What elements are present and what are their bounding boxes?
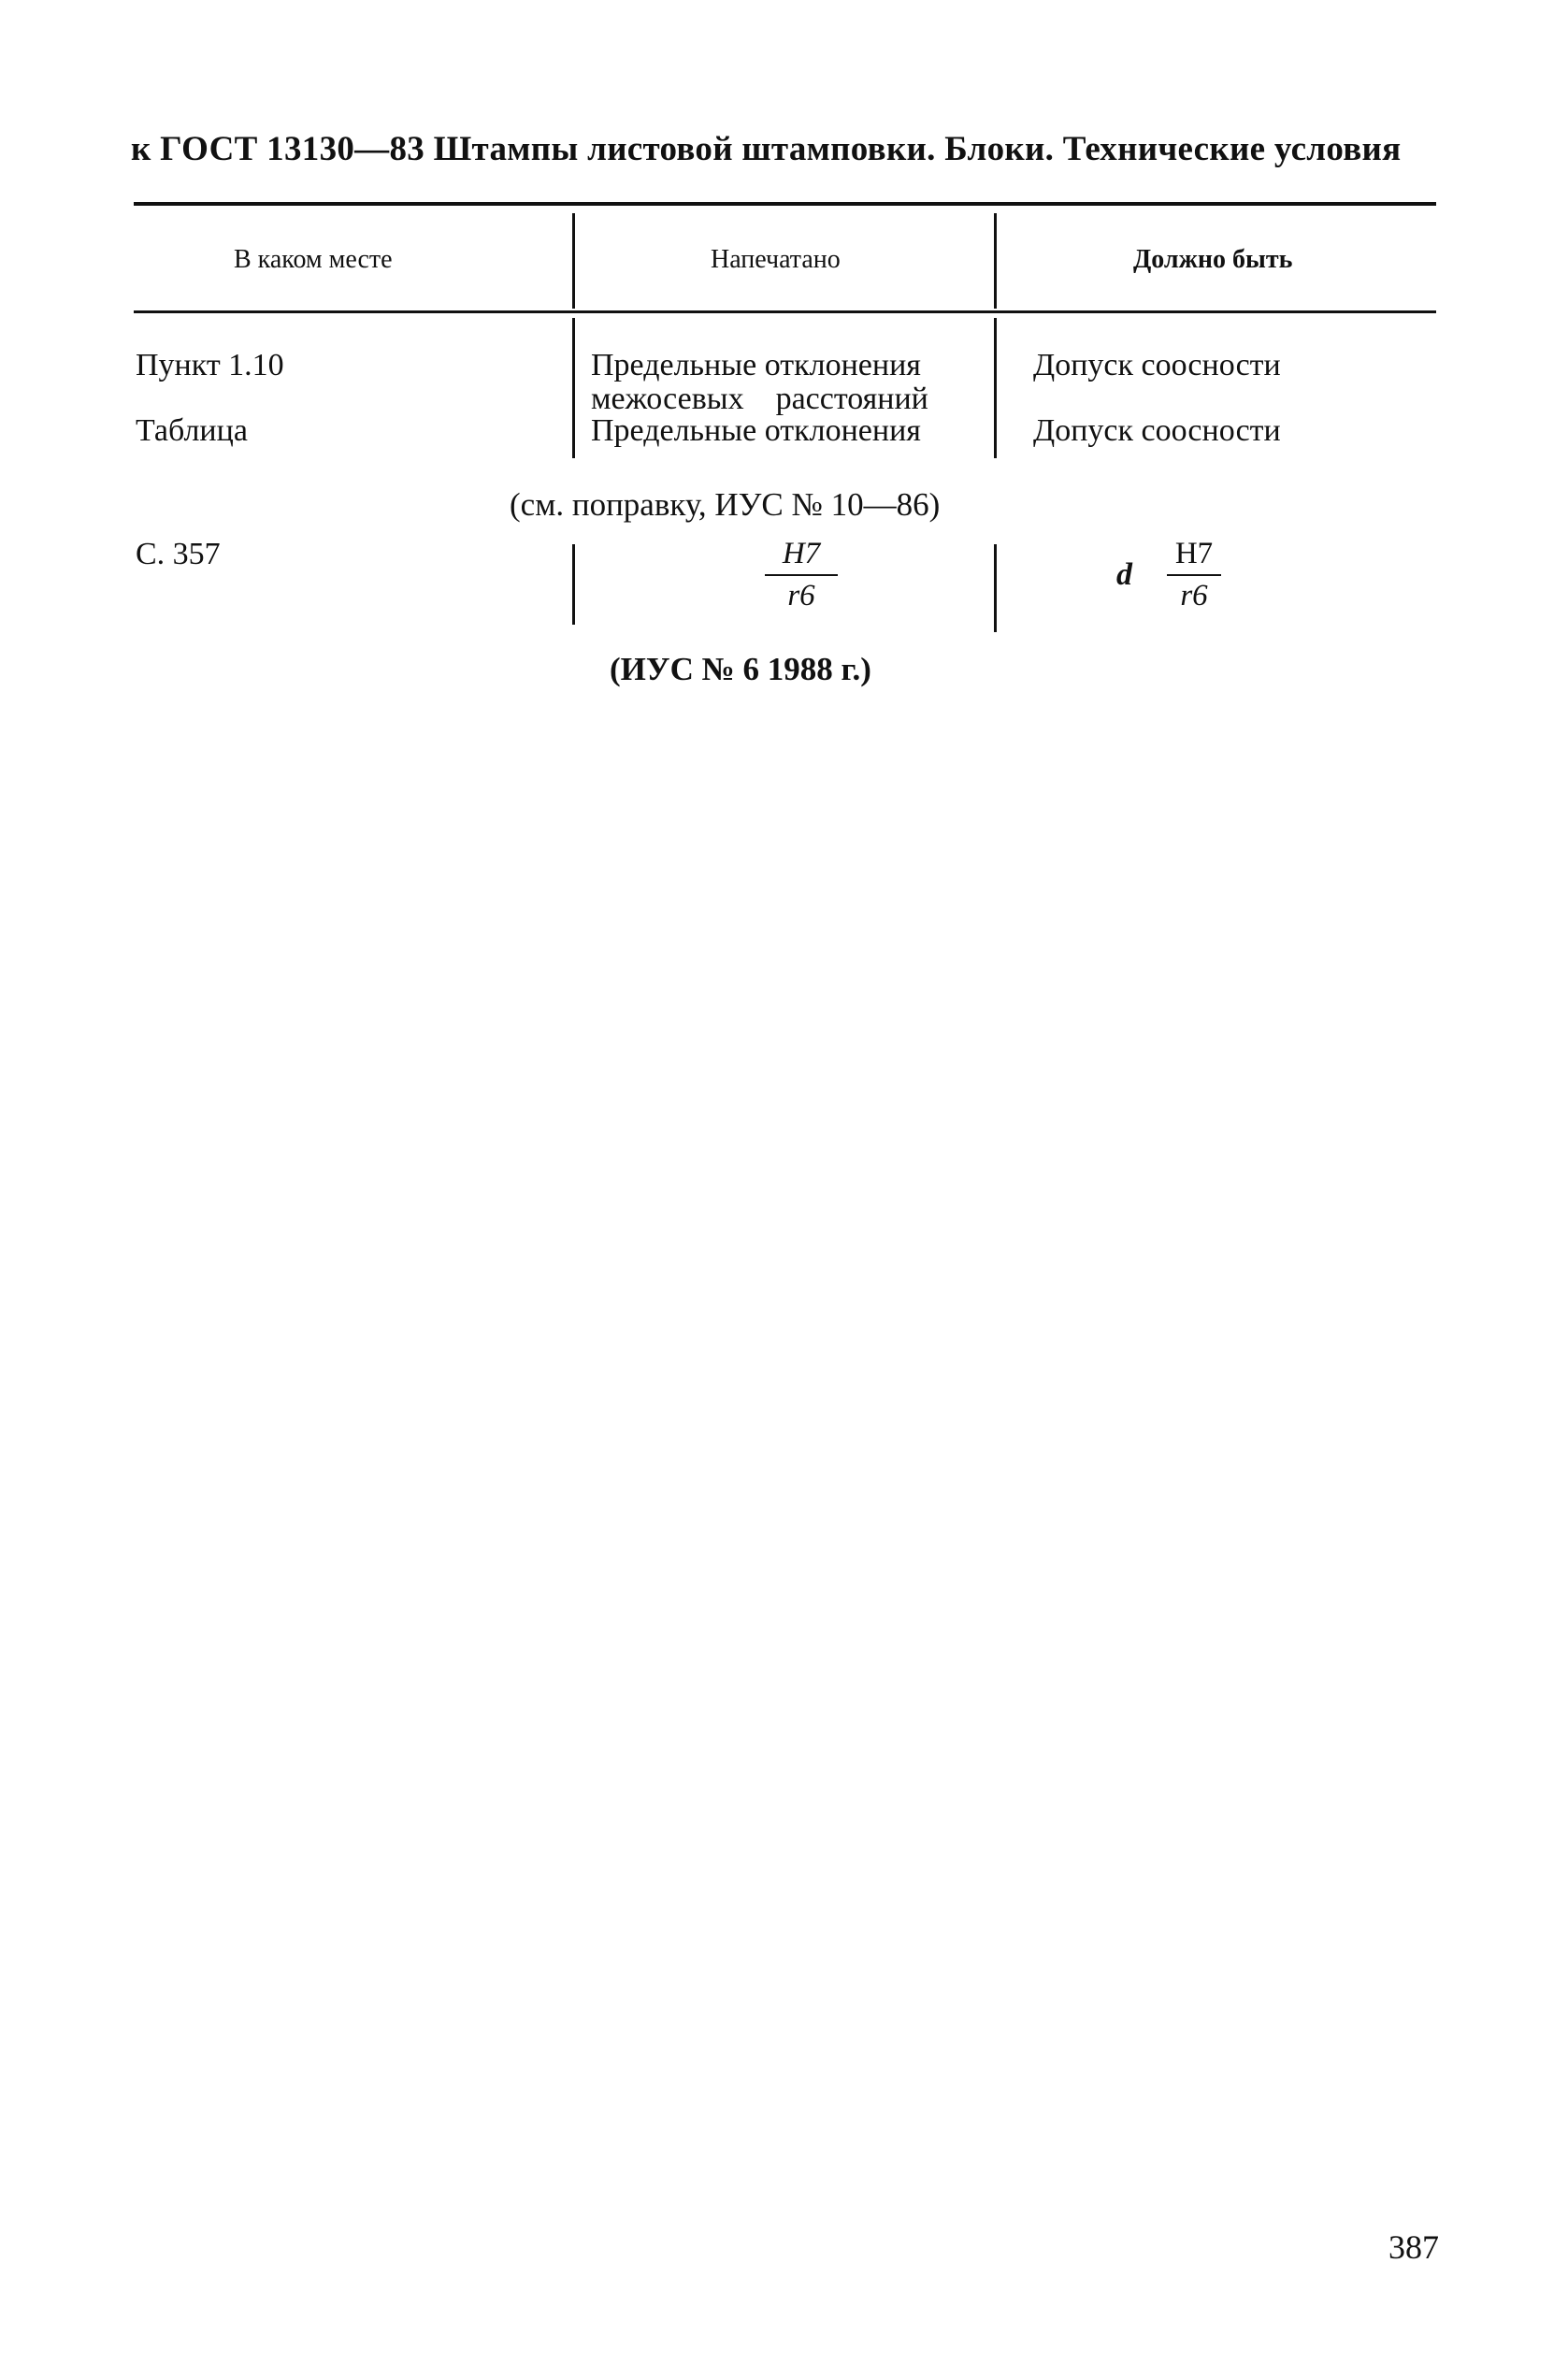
printed-fit-denominator: r6 xyxy=(787,579,815,613)
row1-printed-line1: Предельные отклонения xyxy=(591,348,921,382)
column-header-printed: Напечатано xyxy=(711,245,841,274)
header-col-divider-1 xyxy=(572,213,575,309)
column-header-should-be: Должно быть xyxy=(1133,245,1293,274)
should-be-fraction-bar xyxy=(1167,574,1221,576)
column-header-place: В каком месте xyxy=(234,245,393,274)
printed-fit-numerator: H7 xyxy=(782,537,821,570)
row3-col-divider-2 xyxy=(994,544,997,632)
should-be-prefix: d xyxy=(1116,557,1132,592)
page-number: 387 xyxy=(1388,2228,1439,2266)
row3-place: С. 357 xyxy=(136,537,221,571)
body-col-divider-1 xyxy=(572,318,575,458)
amendment-note: (см. поправку, ИУС № 10—86) xyxy=(510,486,941,523)
page-title: к ГОСТ 13130—83 Штампы листовой штамповки. Блоки. Технические условия xyxy=(131,130,1402,168)
top-rule xyxy=(134,202,1436,206)
row2-place: Таблица xyxy=(136,413,248,448)
row1-should-be: Допуск соосности xyxy=(1033,348,1281,382)
ius-note: (ИУС № 6 1988 г.) xyxy=(610,651,871,687)
should-be-fit-numerator: H7 xyxy=(1174,537,1214,570)
row1-printed-line2: межосевых расстояний xyxy=(591,382,928,416)
header-rule xyxy=(134,310,1436,313)
should-be-fit-denominator: r6 xyxy=(1180,579,1208,613)
row2-should-be: Допуск соосности xyxy=(1033,413,1281,448)
row3-col-divider-1 xyxy=(572,544,575,625)
row1-place: Пункт 1.10 xyxy=(136,348,284,382)
body-col-divider-2 xyxy=(994,318,997,458)
header-col-divider-2 xyxy=(994,213,997,309)
row2-printed: Предельные отклонения xyxy=(591,413,921,448)
printed-fit-fraction xyxy=(765,539,838,612)
should-be-fit-fraction xyxy=(1167,539,1221,612)
printed-fraction-bar xyxy=(765,574,838,576)
